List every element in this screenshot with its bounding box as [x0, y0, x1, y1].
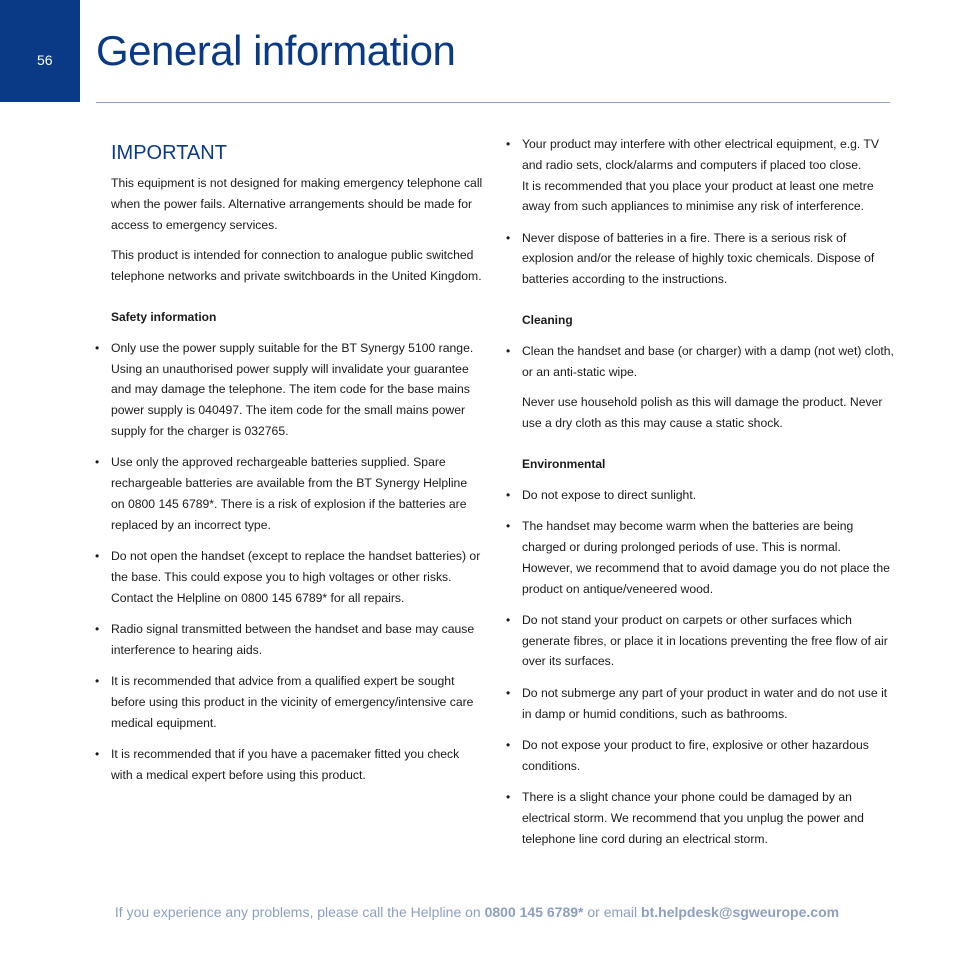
list-item-text: • It is recommended that if you have a pacemaker fitted you check with a medical expert before using this product. [111, 746, 460, 782]
list-item [111, 744, 483, 786]
list-item-text: • The handset may become warm when the batteries are being charged or during prolonged periods of use. This is normal. However, we recommend that to avoid damage you do not place the product on antique/veneered wood. [522, 519, 890, 596]
list-item [522, 134, 894, 217]
list-item-text: • Do not open the handset (except to replace the handset batteries) or the base. This could expose you to high voltages or other risks. Contact the Helpline on 0800 145 6789* for all repairs. [111, 548, 481, 605]
cleaning-list [522, 341, 894, 434]
cleaning-heading: Cleaning [522, 313, 573, 328]
list-item [522, 516, 894, 599]
list-item [522, 683, 894, 725]
environmental-list [522, 485, 894, 849]
list-item-text: • Never dispose of batteries in a fire. There is a serious risk of explosion and/or the release of highly toxic chemicals. Dispose of batteries according to the instructions. [522, 230, 875, 287]
important-paragraph: This equipment is not designed for making emergency telephone call when the power fails. Alternative arrangements should be made for access to emergency services. [111, 176, 483, 232]
safety-list [111, 338, 483, 786]
list-item [111, 619, 483, 661]
right-column [522, 134, 894, 860]
footer-text: If you experience any problems, please call the Helpline on [114, 904, 485, 920]
list-item-text: • Only use the power supply suitable for the BT Synergy 5100 range. Using an unauthorised power supply will invalidate your guarantee and may damage the telephone. The item code for the base mains power supply is 040497. The item code for the small mains power supply for the charger is 032765. [111, 340, 474, 438]
list-item [111, 452, 483, 535]
list-item [111, 338, 483, 442]
list-item [111, 671, 483, 733]
list-item-text: • Radio signal transmitted between the handset and base may cause interference to hearing aids. [111, 621, 475, 657]
list-item-text: It is recommended that you place your product at least one metre away from such appliances to minimise any risk of interference. [522, 178, 874, 214]
page-number-tab [0, 0, 80, 102]
page-title: General information [96, 27, 456, 74]
footer-text: or email [583, 904, 642, 920]
list-item-text: • Use only the approved rechargeable batteries supplied. Spare rechargeable batteries are available from the BT Synergy Helpline on 0800 145 6789*. There is a risk of explosion if the batteries are replaced by an incorrect type. [111, 455, 468, 532]
list-item [522, 485, 894, 506]
list-item [111, 546, 483, 608]
left-column [111, 134, 483, 796]
helpdesk-email-link[interactable]: bt.helpdesk@sgweurope.com [641, 904, 840, 920]
footer-helpline [0, 904, 954, 920]
list-item [522, 341, 894, 434]
environmental-heading: Environmental [522, 457, 606, 472]
page-number: 56 [37, 52, 53, 68]
list-item-text: • Do not expose your product to fire, explosive or other hazardous conditions. [522, 737, 869, 773]
list-item-text: Never use household polish as this will damage the product. Never use a dry cloth as this may cause a static shock. [522, 395, 883, 431]
list-item-text: • Your product may interfere with other electrical equipment, e.g. TV and radio sets, clock/alarms and computers if placed too close. [522, 137, 880, 172]
list-item-text: • There is a slight chance your phone could be damaged by an electrical storm. We recommend that you unplug the power and telephone line cord during an electrical storm. [522, 789, 864, 846]
helpline-phone: 0800 145 6789* [484, 904, 584, 920]
list-item [522, 787, 894, 849]
header-divider [96, 102, 890, 103]
list-item [522, 735, 894, 777]
important-heading: IMPORTANT [111, 142, 227, 164]
list-item [522, 610, 894, 672]
safety-heading: Safety information [111, 309, 217, 324]
list-item-text: • It is recommended that advice from a qualified expert be sought before using this product in the vicinity of emergency/intensive care medical equipment. [111, 673, 474, 730]
list-item [522, 228, 894, 290]
list-item-text: • Do not stand your product on carpets or other surfaces which generate fibres, or place it in locations preventing the free flow of air over its surfaces. [522, 612, 888, 669]
list-item-text: • Do not submerge any part of your product in water and do not use it in damp or humid conditions, such as bathrooms. [522, 685, 888, 721]
list-item-text: • Do not expose to direct sunlight. [522, 487, 697, 502]
important-paragraph: This product is intended for connection to analogue public switched telephone networks and private switchboards in the United Kingdom. [111, 248, 482, 284]
general-list [522, 134, 894, 290]
list-item-text: • Clean the handset and base (or charger) with a damp (not wet) cloth, or an anti-static wipe. [522, 343, 894, 379]
